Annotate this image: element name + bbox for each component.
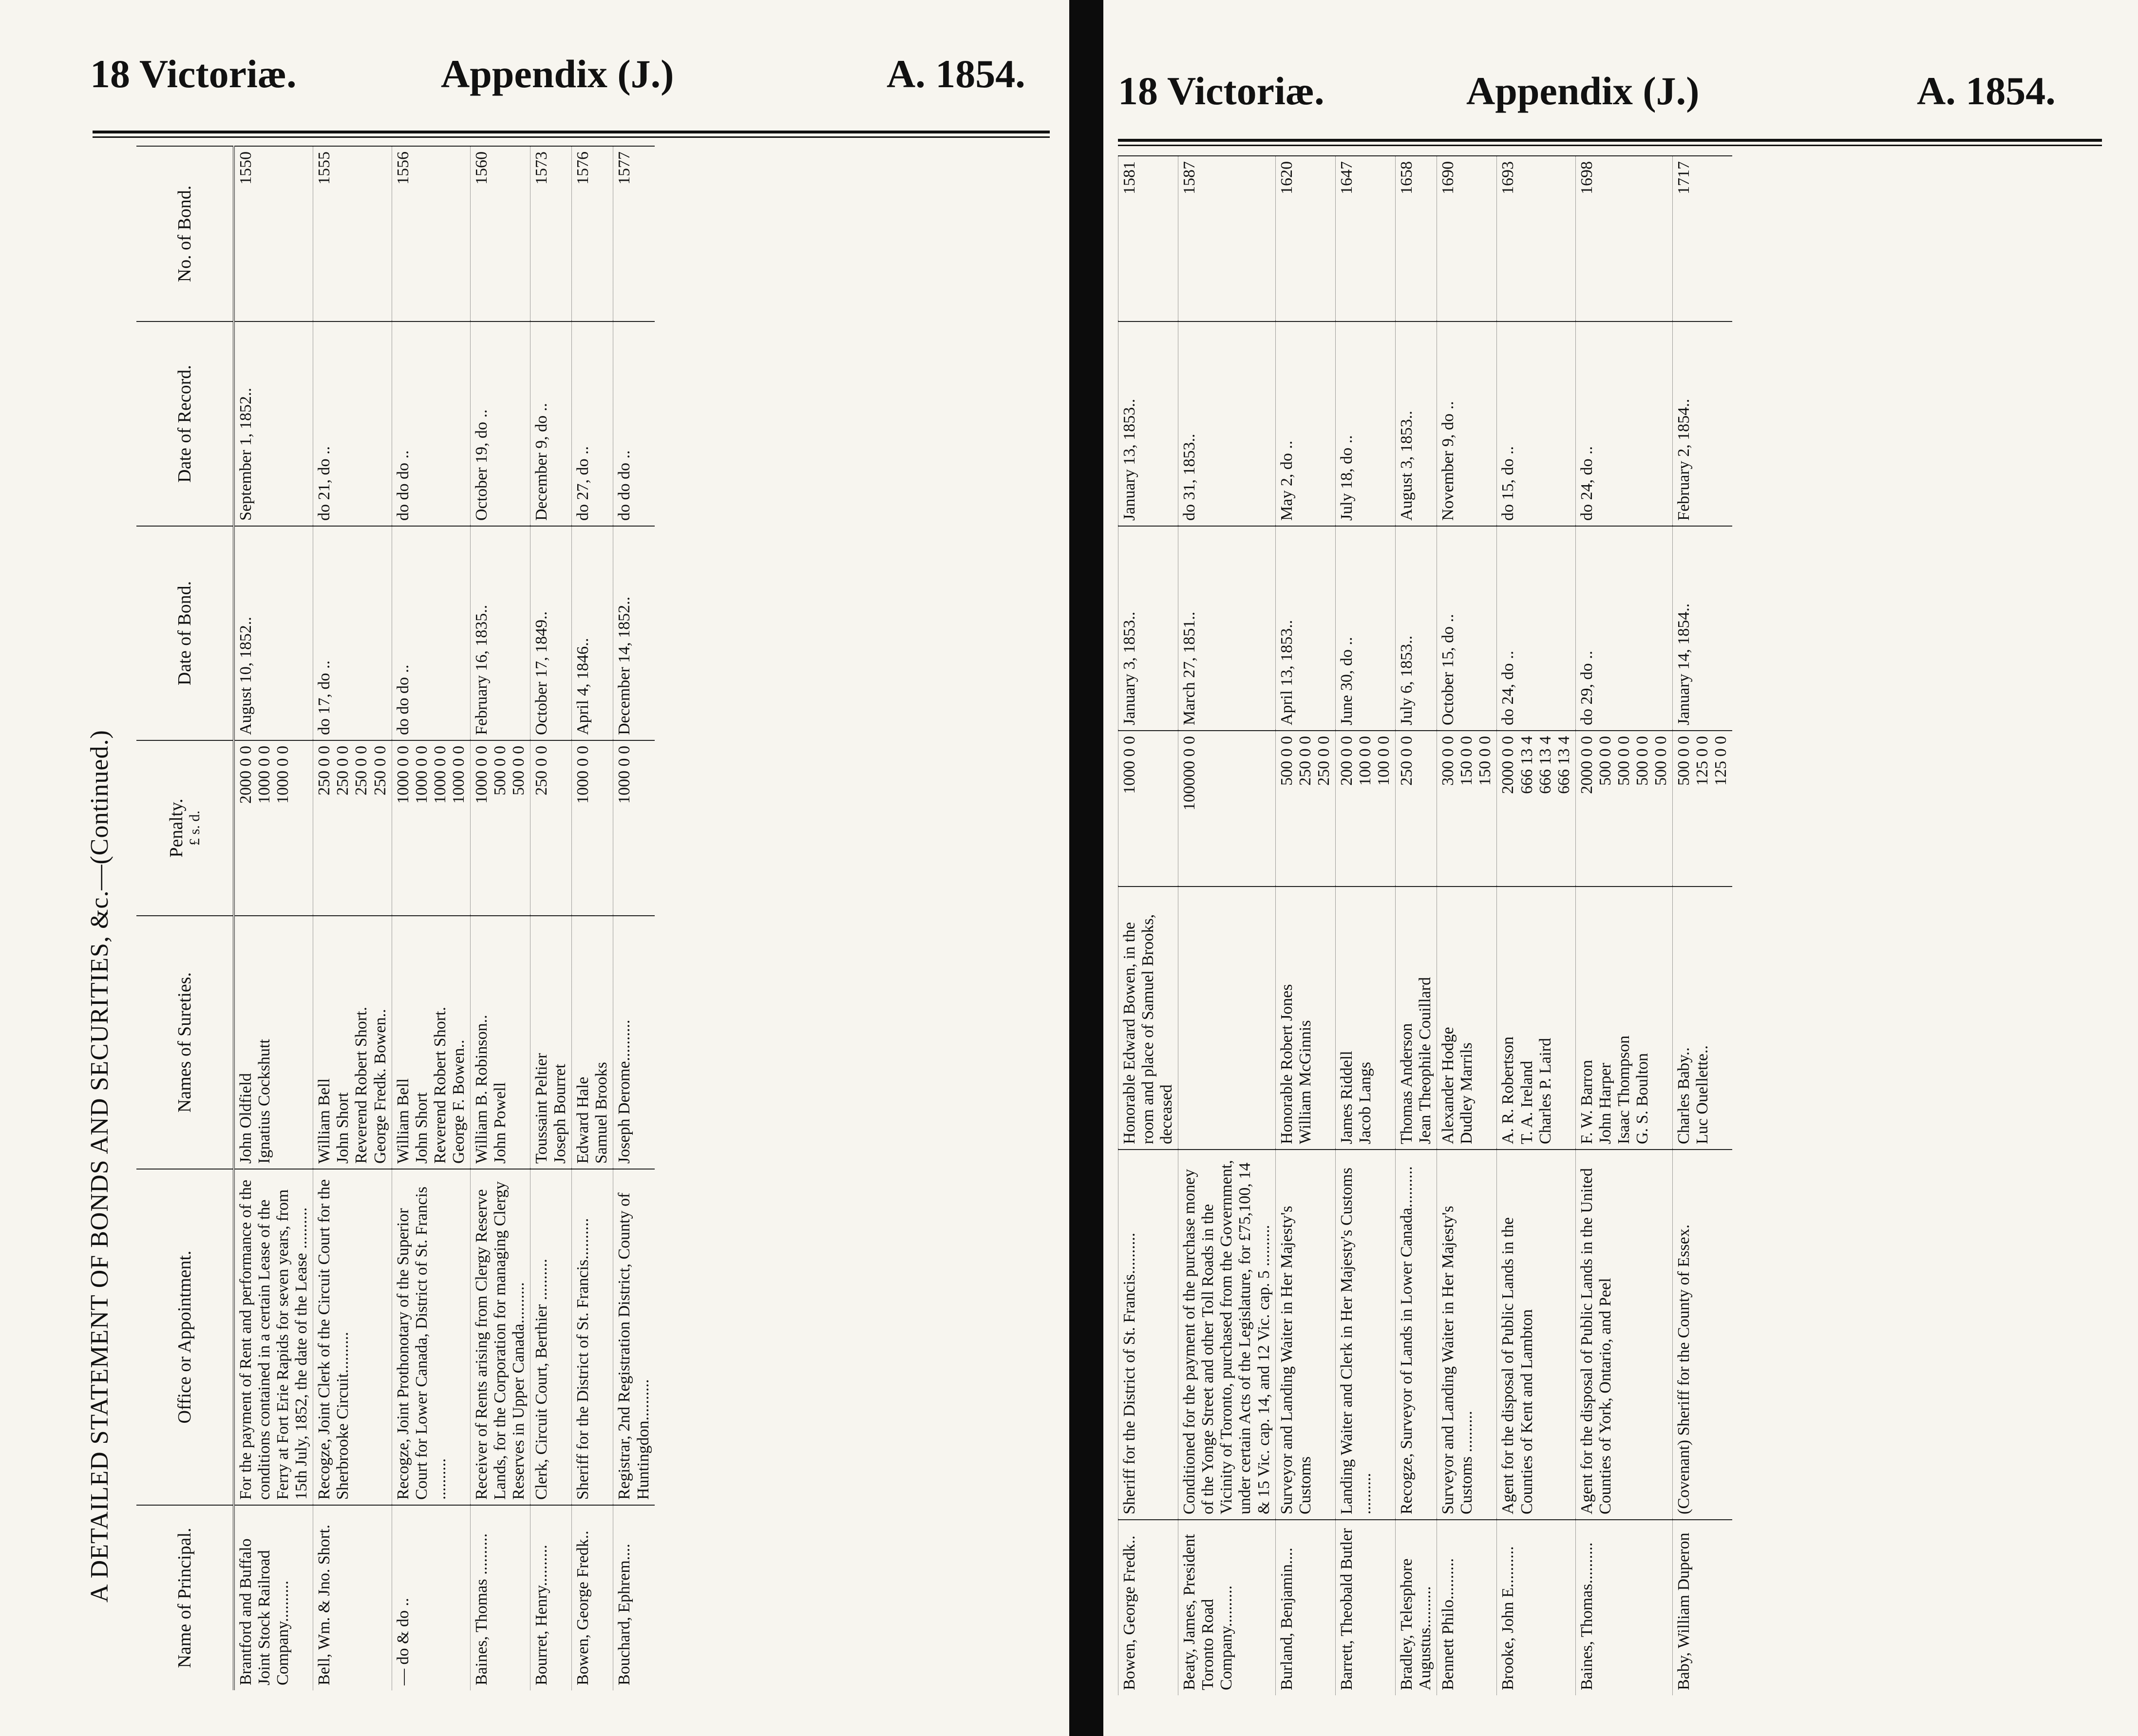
office-appointment: Agent for the disposal of Public Lands in the Counties of Kent and Lambton: [1497, 1150, 1575, 1520]
date-of-record: July 18, do ..: [1335, 321, 1395, 526]
date-of-bond: April 13, 1853..: [1275, 526, 1335, 731]
date-of-bond: do 17, do ..: [313, 526, 392, 740]
session-header: 18 Victoriæ.: [90, 52, 297, 96]
principal-name: Brooke, John E..........: [1497, 1520, 1575, 1695]
office-appointment: Registrar, 2nd Registration District, County of Huntingdon..........: [613, 1169, 655, 1505]
office-appointment: Recogze, Joint Clerk of the Circuit Court for the Sherbrooke Circuit..........: [313, 1169, 392, 1505]
bond-number: 1658: [1396, 156, 1437, 321]
bond-number: 1620: [1275, 156, 1335, 321]
table-row: [1178, 156, 1275, 1695]
date-of-record: do 24, do ..: [1575, 321, 1672, 526]
bond-number: 1717: [1673, 156, 1733, 321]
table-row: [234, 146, 313, 1690]
penalty-amount: 1000 0 0: [1118, 731, 1178, 887]
bond-number: 1581: [1118, 156, 1178, 321]
sureties-names: Honorable Edward Bowen, in the room and place of Samuel Brooks, deceased: [1118, 887, 1178, 1150]
date-of-bond: April 4, 1846..: [572, 526, 613, 740]
date-of-bond: October 17, 1849..: [530, 526, 572, 740]
date-of-bond: January 3, 1853..: [1118, 526, 1178, 731]
sureties-names: William B. Robinson.. John Powell: [470, 916, 530, 1169]
sureties-names: James Riddell Jacob Langs: [1335, 887, 1395, 1150]
principal-name: Bowen, George Fredk..: [1118, 1520, 1178, 1695]
header-rule: [1118, 139, 2102, 142]
office-appointment: Surveyor and Landing Waiter in Her Majesty's Customs: [1275, 1150, 1335, 1520]
date-of-record: January 13, 1853..: [1118, 321, 1178, 526]
table-row: [530, 146, 572, 1690]
penalty-amount: 1000 0 0 500 0 0 500 0 0: [470, 740, 530, 916]
table-row: [392, 146, 470, 1690]
sureties-names: A. R. Robertson T. A. Ireland Charles P. Laird: [1497, 887, 1575, 1150]
date-of-record: October 19, do ..: [470, 321, 530, 526]
date-of-record: do do do ..: [392, 321, 470, 526]
penalty-amount: 250 0 0 250 0 0 250 0 0 250 0 0: [313, 740, 392, 916]
principal-name: Bowen, George Fredk..: [572, 1505, 613, 1690]
sureties-names: Joseph Derome..........: [613, 916, 655, 1169]
bond-number: 1577: [613, 146, 655, 321]
date-of-bond: July 6, 1853..: [1396, 526, 1437, 731]
office-appointment: For the payment of Rent and performance of the conditions contained in a certain Lease of the Ferry at Fort Erie Rapids for seven years, from 15th July, 1852, the date of the Lease ..........: [234, 1169, 313, 1505]
principal-name: Bradley, Telesphore Augustus..........: [1396, 1520, 1437, 1695]
right-page: [1103, 0, 2138, 1736]
appendix-header: Appendix (J.): [1466, 69, 1700, 113]
appendix-header: Appendix (J.): [441, 52, 674, 96]
date-of-bond: do do do ..: [392, 526, 470, 740]
table-row: [572, 146, 613, 1690]
table-row: [1275, 156, 1335, 1695]
office-appointment: Receiver of Rents arising from Clergy Reserve Lands, for the Corporation for managing Clergy Reserves in Upper Canada..........: [470, 1169, 530, 1505]
penalty-amount: 2000 0 0 500 0 0 500 0 0 500 0 0 500 0 0: [1575, 731, 1672, 887]
book-gutter: [1069, 0, 1103, 1736]
date-of-record: do 21, do ..: [313, 321, 392, 526]
penalty-amount: 2000 0 0 666 13 4 666 13 4 666 13 4: [1497, 731, 1575, 887]
date-of-record: December 9, do ..: [530, 321, 572, 526]
principal-name: Barrett, Theobald Butler: [1335, 1520, 1395, 1695]
table-row: [1118, 156, 1178, 1695]
bond-number: 1555: [313, 146, 392, 321]
table-row: [313, 146, 392, 1690]
header-rule-thin: [93, 136, 1050, 138]
bonds-table-right: [1118, 156, 2092, 1695]
bond-number: 1573: [530, 146, 572, 321]
sureties-names: Charles Baby.. Luc Ouellette..: [1673, 887, 1733, 1150]
sureties-names: William Bell John Short Reverend Robert Short. George Fredk. Bowen..: [313, 916, 392, 1169]
date-of-record: May 2, do ..: [1275, 321, 1335, 526]
principal-name: Baines, Thomas ..........: [470, 1505, 530, 1690]
penalty-amount: 1000 0 0: [613, 740, 655, 916]
col-date-record: Date of Record.: [136, 321, 234, 526]
col-principal: Name of Principal.: [136, 1505, 234, 1690]
sureties-names: Honorable Robert Jones William McGinnis: [1275, 887, 1335, 1150]
table-row: [1335, 156, 1395, 1695]
date-of-bond: December 14, 1852..: [613, 526, 655, 740]
office-appointment: (Covenant) Sheriff for the County of Essex.: [1673, 1150, 1733, 1520]
date-of-record: February 2, 1854..: [1673, 321, 1733, 526]
principal-name: — do & do ..: [392, 1505, 470, 1690]
col-no-bond: No. of Bond.: [136, 146, 234, 321]
bond-number: 1556: [392, 146, 470, 321]
date-of-bond: January 14, 1854..: [1673, 526, 1733, 731]
office-appointment: Sheriff for the District of St. Francis..........: [1118, 1150, 1178, 1520]
sureties-names: [1178, 887, 1275, 1150]
date-of-bond: March 27, 1851..: [1178, 526, 1275, 731]
penalty-amount: 2000 0 0 1000 0 0 1000 0 0: [234, 740, 313, 916]
date-of-record: do 31, 1853..: [1178, 321, 1275, 526]
statement-title: A DETAILED STATEMENT OF BONDS AND SECURITIES, &c.—(Continued.): [86, 730, 114, 1603]
sureties-names: Edward Hale Samuel Brooks: [572, 916, 613, 1169]
col-office: Office or Appointment.: [136, 1169, 234, 1505]
principal-name: Baby, William Duperon: [1673, 1520, 1733, 1695]
principal-name: Baines, Thomas..........: [1575, 1520, 1672, 1695]
year-header: A. 1854.: [887, 52, 1025, 96]
table-row: [1673, 156, 1733, 1695]
header-rule-thin: [1118, 145, 2102, 146]
penalty-amount: 1000 0 0 1000 0 0 1000 0 0 1000 0 0: [392, 740, 470, 916]
bond-number: 1576: [572, 146, 613, 321]
office-appointment: Conditioned for the payment of the purchase money of the Yonge Street and other Toll Roads in the Vicinity of Toronto, purchased from the Government, under certain Acts of the Legislature, for £75,100, 14 & 15 Vic. cap. 14, and 12 Vic. cap. 5 ..........: [1178, 1150, 1275, 1520]
table-row: [470, 146, 530, 1690]
principal-name: Bennett Philo..........: [1437, 1520, 1497, 1695]
col-sureties: Names of Sureties.: [136, 916, 234, 1169]
penalty-amount: 500 0 0 125 0 0 125 0 0: [1673, 731, 1733, 887]
date-of-record: August 3, 1853..: [1396, 321, 1437, 526]
bond-number: 1690: [1437, 156, 1497, 321]
session-header: 18 Victoriæ.: [1118, 69, 1324, 113]
bonds-table-left: [136, 146, 1052, 1690]
sureties-names: F. W. Barron John Harper Isaac Thompson G. S. Boulton: [1575, 887, 1672, 1150]
office-appointment: Landing Waiter and Clerk in Her Majesty's Customs ..........: [1335, 1150, 1395, 1520]
bond-number: 1587: [1178, 156, 1275, 321]
table-row: [1497, 156, 1575, 1695]
penalty-amount: 200 0 0 100 0 0 100 0 0: [1335, 731, 1395, 887]
office-appointment: Agent for the disposal of Public Lands in the United Counties of York, Ontario, and Peel: [1575, 1150, 1672, 1520]
principal-name: Burland, Benjamin....: [1275, 1520, 1335, 1695]
principal-name: Bell, Wm. & Jno. Short.: [313, 1505, 392, 1690]
header-rule: [93, 131, 1050, 133]
bond-number: 1647: [1335, 156, 1395, 321]
office-appointment: Surveyor and Landing Waiter in Her Majesty's Customs ..........: [1437, 1150, 1497, 1520]
date-of-bond: June 30, do ..: [1335, 526, 1395, 731]
penalty-amount: 500 0 0 250 0 0 250 0 0: [1275, 731, 1335, 887]
office-appointment: Recogze, Surveyor of Lands in Lower Canada..........: [1396, 1150, 1437, 1520]
date-of-record: do 27, do ..: [572, 321, 613, 526]
sureties-names: Alexander Hodge Dudley Marrils: [1437, 887, 1497, 1150]
principal-name: Bouchard, Ephrem....: [613, 1505, 655, 1690]
date-of-record: do do do ..: [613, 321, 655, 526]
principal-name: Bourret, Henry..........: [530, 1505, 572, 1690]
office-appointment: Recogze, Joint Prothonotary of the Superior Court for Lower Canada, District of St. Francis ..........: [392, 1169, 470, 1505]
penalty-amount: 300 0 0 150 0 0 150 0 0: [1437, 731, 1497, 887]
sureties-names: Thomas Anderson Jean Theophile Couillard: [1396, 887, 1437, 1150]
date-of-record: November 9, do ..: [1437, 321, 1497, 526]
table-row: [1575, 156, 1672, 1695]
date-of-bond: October 15, do ..: [1437, 526, 1497, 731]
date-of-bond: August 10, 1852..: [234, 526, 313, 740]
date-of-bond: do 24, do ..: [1497, 526, 1575, 731]
office-appointment: Sheriff for the District of St. Francis..........: [572, 1169, 613, 1505]
bond-number: 1693: [1497, 156, 1575, 321]
date-of-record: do 15, do ..: [1497, 321, 1575, 526]
year-header: A. 1854.: [1917, 69, 2056, 113]
penalty-amount: 100000 0 0: [1178, 731, 1275, 887]
col-penalty: Penalty. £ s. d.: [136, 740, 234, 916]
table-row: [1437, 156, 1497, 1695]
office-appointment: Clerk, Circuit Court, Berthier ..........: [530, 1169, 572, 1505]
sureties-names: Toussaint Peltier Joseph Bourret: [530, 916, 572, 1169]
date-of-record: September 1, 1852..: [234, 321, 313, 526]
sureties-names: John Oldfield Ignatius Cockshutt: [234, 916, 313, 1169]
date-of-bond: do 29, do ..: [1575, 526, 1672, 731]
principal-name: Brantford and Buffalo Joint Stock Railroad Company..........: [234, 1505, 313, 1690]
date-of-bond: February 16, 1835..: [470, 526, 530, 740]
penalty-amount: 250 0 0: [530, 740, 572, 916]
sureties-names: William Bell John Short Reverend Robert Short. George F. Bowen..: [392, 916, 470, 1169]
penalty-amount: 1000 0 0: [572, 740, 613, 916]
bond-number: 1550: [234, 146, 313, 321]
penalty-amount: 250 0 0: [1396, 731, 1437, 887]
table-row: [1396, 156, 1437, 1695]
table-row: [613, 146, 655, 1690]
bond-number: 1698: [1575, 156, 1672, 321]
col-date-bond: Date of Bond.: [136, 526, 234, 740]
bond-number: 1560: [470, 146, 530, 321]
principal-name: Beaty, James, President Toronto Road Company..........: [1178, 1520, 1275, 1695]
